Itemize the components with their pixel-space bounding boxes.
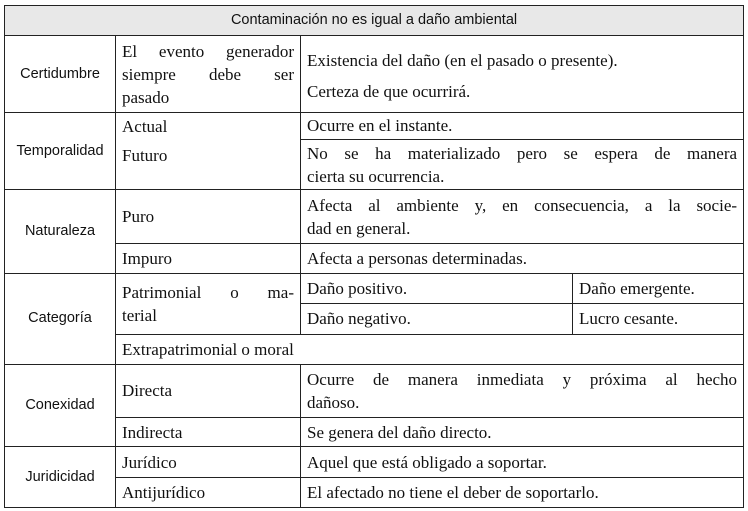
table-row [5,334,744,364]
desc-line: cierta su ocurrencia. [307,166,445,186]
desc-line: Afecta al ambiente y, en consecuencia, a la socie- [307,195,738,215]
table-row [5,243,744,273]
item-directa: Directa [116,364,301,417]
category-conexidad: Conexidad [5,364,116,447]
table-row [5,190,744,243]
item-line: siempre debe ser [122,64,294,84]
table-row [5,418,744,447]
table-row [5,140,744,190]
table-row [5,364,744,417]
desc-directa [301,364,744,417]
table-title: Contaminación no es igual a daño ambiental [5,6,744,36]
category-certidumbre: Certidumbre [5,36,116,113]
desc-antijuridico: El afectado no tiene el deber de soportarlo. [301,477,744,507]
sub-dano-emergente: Daño emergente. [573,274,744,304]
item-antijuridico: Antijurídico [116,477,301,507]
item-line: pasado [122,87,170,107]
item-extrapatrimonial: Extrapatrimonial o moral [116,334,744,364]
desc-line: Ocurre de manera inmediata y próxima al hecho [307,369,738,389]
desc-actual: Ocurre en el instante. [301,112,744,139]
table-row [5,36,744,76]
desc-futuro [301,140,744,190]
sub-dano-positivo: Daño positivo. [301,274,573,304]
table-row [5,477,744,507]
table-row [5,447,744,477]
item-impuro: Impuro [116,243,301,273]
desc-line: No se ha materializado pero se espera de manera [307,143,738,163]
item-juridico: Jurídico [116,447,301,477]
item-evento-generador [116,36,301,113]
sub-dano-negativo: Daño negativo. [301,304,573,334]
desc-line: dad en general. [307,218,411,238]
desc-existencia: Existencia del daño (en el pasado o presente). [301,36,744,76]
category-categoria: Categoría [5,274,116,365]
desc-impuro: Afecta a personas determinadas. [301,243,744,273]
desc-line: dañoso. [307,392,360,412]
item-line: El evento generador [122,41,294,61]
sub-lucro-cesante: Lucro cesante. [573,304,744,334]
table-row [5,274,744,304]
item-indirecta: Indirecta [116,418,301,447]
category-naturaleza: Naturaleza [5,190,116,274]
category-temporalidad: Temporalidad [5,112,116,190]
item-line: terial [122,305,157,325]
desc-certeza: Certeza de que ocurrirá. [301,76,744,112]
classification-table [4,5,744,508]
title-row [5,6,744,36]
item-actual: Actual [116,112,301,139]
item-futuro: Futuro [116,140,301,190]
desc-indirecta: Se genera del daño directo. [301,418,744,447]
item-line: Patrimonial o ma- [122,282,294,302]
desc-juridico: Aquel que está obligado a soportar. [301,447,744,477]
category-juridicidad: Juridicidad [5,447,116,508]
item-patrimonial [116,274,301,334]
item-puro: Puro [116,190,301,243]
table-row [5,112,744,139]
desc-puro [301,190,744,243]
